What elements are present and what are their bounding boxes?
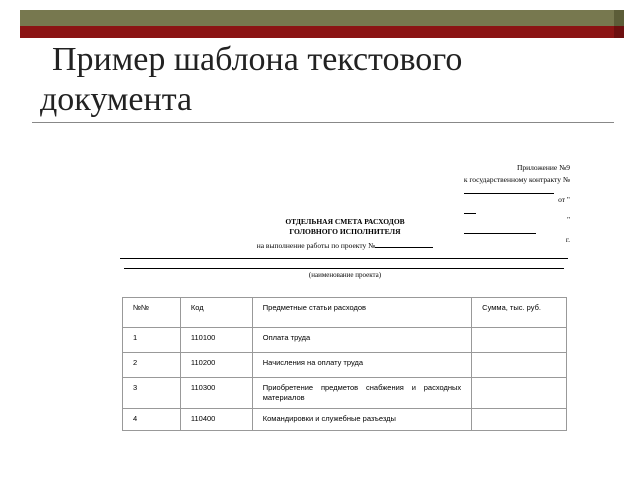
row-number: 4 bbox=[123, 409, 181, 431]
row-code: 110100 bbox=[180, 328, 252, 353]
row-sum bbox=[472, 328, 567, 353]
estimate-table bbox=[122, 297, 567, 431]
row-item: Командировки и служебные разъезды bbox=[252, 409, 471, 431]
title-divider bbox=[32, 122, 614, 123]
row-number: 3 bbox=[123, 378, 181, 409]
row-sum bbox=[472, 353, 567, 378]
annex-line2: к государственному контракту № bbox=[464, 174, 570, 194]
row-sum bbox=[472, 378, 567, 409]
row-item: Начисления на оплату труда bbox=[252, 353, 471, 378]
table-row bbox=[123, 353, 567, 378]
header-sum: Сумма, тыс. руб. bbox=[472, 298, 567, 328]
row-code: 110300 bbox=[180, 378, 252, 409]
slide-title bbox=[40, 40, 620, 120]
slide-title-line2: документа bbox=[40, 81, 193, 118]
row-code: 110400 bbox=[180, 409, 252, 431]
annex-line3: от " " г. bbox=[464, 194, 570, 246]
slide-title-line1: Пример шаблона текстового bbox=[52, 41, 463, 78]
project-name-caption: (наименование проекта) bbox=[308, 271, 382, 279]
row-sum bbox=[472, 409, 567, 431]
row-number: 2 bbox=[123, 353, 181, 378]
project-number-blank bbox=[375, 240, 433, 248]
header-code: Код bbox=[180, 298, 252, 328]
top-bar-olive-accent bbox=[614, 10, 624, 26]
project-name-line2 bbox=[124, 268, 564, 269]
estimate-subheading: на выполнение работы по проекту № bbox=[0, 240, 640, 250]
table-header-row bbox=[123, 298, 567, 328]
table-row bbox=[123, 378, 567, 409]
header-items: Предметные статьи расходов bbox=[252, 298, 471, 328]
row-number: 1 bbox=[123, 328, 181, 353]
project-name-line1 bbox=[120, 258, 568, 259]
row-item: Приобретение предметов снабжения и расходных материалов bbox=[252, 378, 471, 409]
header-number: №№ bbox=[123, 298, 181, 328]
top-bar-red-accent bbox=[614, 26, 624, 38]
estimate-heading-line2: ГОЛОВНОГО ИСПОЛНИТЕЛЯ bbox=[289, 227, 401, 236]
day-blank bbox=[464, 206, 476, 214]
contract-number-blank bbox=[464, 186, 554, 194]
table-row bbox=[123, 409, 567, 431]
row-code: 110200 bbox=[180, 353, 252, 378]
top-bar-red bbox=[20, 26, 614, 38]
row-item: Оплата труда bbox=[252, 328, 471, 353]
estimate-heading-line1: ОТДЕЛЬНАЯ СМЕТА РАСХОДОВ bbox=[285, 217, 405, 226]
annex-line1: Приложение №9 bbox=[516, 163, 570, 172]
table-row bbox=[123, 328, 567, 353]
top-bar-olive bbox=[20, 10, 614, 26]
